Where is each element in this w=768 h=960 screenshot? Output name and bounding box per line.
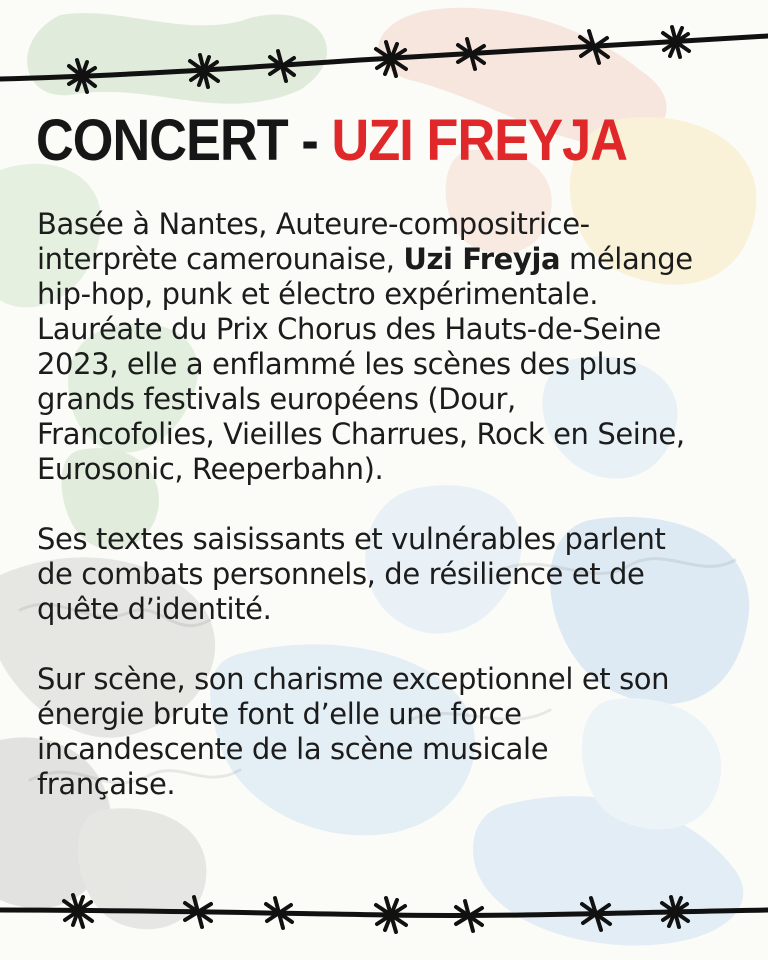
paragraph-1-line-6: grands festivals européens (Dour, [37,382,516,416]
paragraph-1-line-7: Francofolies, Vieilles Charrues, Rock en Seine, [37,417,685,451]
paragraph-1-line-8: Eurosonic, Reeperbahn). [37,452,384,486]
barbed-wire-top [0,10,768,100]
paragraph-1-line-4: Lauréate du Prix Chorus des Hauts-de-Seine [37,312,661,346]
paragraph-3-line-2: énergie brute font d’elle une force [37,697,522,731]
paragraph-2-line-3: quête d’identité. [37,592,272,626]
paragraph-gap-1 [37,487,768,522]
title-artist-name: UZI FREYJA [331,108,628,173]
title-separator: - [301,108,318,173]
artist-name-bold: Uzi Freyja [403,242,561,276]
paragraph-1-line-2-suffix: mélange [560,242,693,276]
paragraph-3-line-1: Sur scène, son charisme exceptionnel et son [37,662,670,696]
poster-title [36,106,627,176]
paragraph-1-line-1: Basée à Nantes, Auteure-compositrice- [37,207,590,241]
paragraph-1-line-3: hip-hop, punk et électro expérimentale. [37,277,599,311]
paragraph-2-line-2: de combats personnels, de résilience et de [37,557,645,591]
paragraph-3-line-4: française. [37,767,176,801]
paragraph-3-line-3: incandescente de la scène musicale [37,732,549,766]
paragraph-gap-2 [37,627,768,662]
paragraph-1-line-2-text: interprète camerounaise, [37,242,404,276]
paragraph-1-line-2 [37,242,768,277]
paragraph-1-line-5: 2023, elle a enflammé les scènes des plus [37,347,637,381]
paragraph-2-line-1: Ses textes saisissants et vulnérables parlent [37,522,666,556]
title-prefix: CONCERT [36,108,288,173]
artist-bio [37,207,768,802]
barbed-wire-bottom [0,875,768,960]
